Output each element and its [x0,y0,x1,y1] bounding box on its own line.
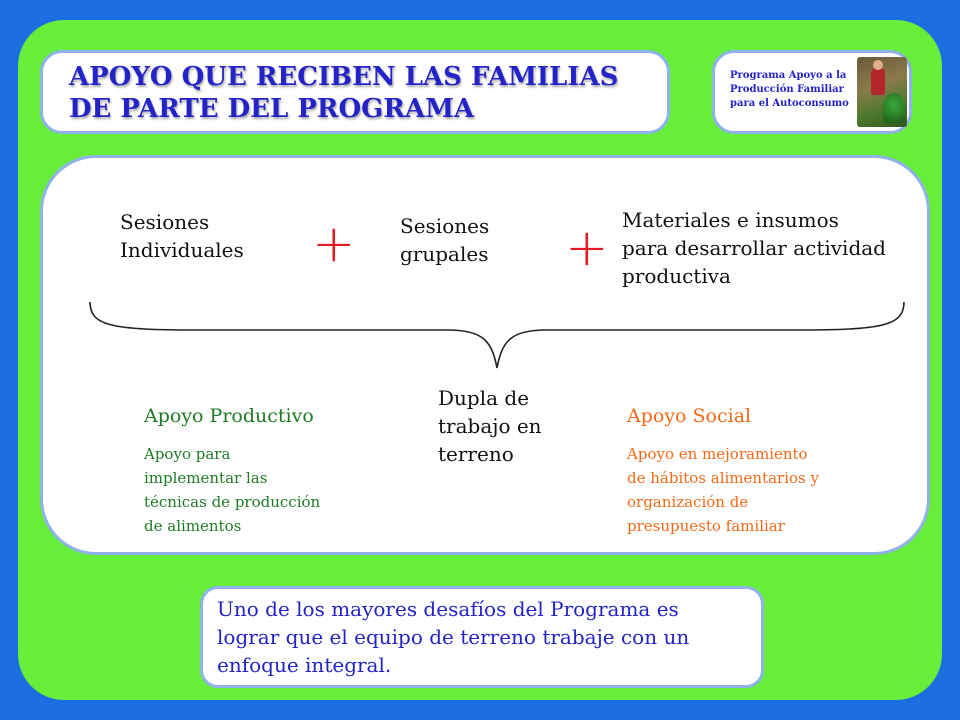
challenge-line-1: Uno de los mayores desafíos del Programa es [217,597,679,621]
plus-icon-1: + [312,214,356,274]
farmer-head [873,60,883,70]
plant-shape [883,93,905,123]
productive-line-3: técnicas de producción [144,493,321,511]
social-line-1: Apoyo en mejoramiento [627,445,808,463]
individual-sessions-label [120,208,244,264]
work-pair-line-3: terreno [438,442,514,466]
program-name-line-2: Producción Familiar [730,84,844,95]
challenge-line-3: enfoque integral. [217,653,392,677]
challenge-line-2: lograr que el equipo de terreno trabaje con un [217,625,690,649]
farmer-photo-icon [857,57,907,127]
productive-support-heading: Apoyo Productivo [144,405,314,427]
program-name [730,69,860,111]
individual-sessions-line-1: Sesiones [120,210,210,234]
brace-path [90,302,904,368]
work-pair-line-2: trabajo en [438,414,542,438]
farmer-figure [871,67,885,95]
group-sessions-label [400,212,489,268]
productive-support-description [144,442,320,538]
program-logo-box [712,50,912,134]
social-support-description [627,442,819,538]
social-line-3: organización de [627,493,749,511]
social-line-4: presupuesto familiar [627,517,785,535]
productive-line-2: implementar las [144,469,268,487]
work-pair-label [438,384,542,468]
challenge-note-box [200,586,764,688]
title-line-1: APOYO QUE RECIBEN LAS FAMILIAS [69,62,619,92]
program-name-line-1: Programa Apoyo a la [730,70,847,81]
group-sessions-line-2: grupales [400,242,489,266]
grouping-brace-icon [88,300,906,372]
challenge-note-text [217,595,751,679]
materials-line-2: para desarrollar actividad [622,236,886,260]
social-support-heading: Apoyo Social [627,405,752,427]
materials-line-1: Materiales e insumos [622,208,839,232]
individual-sessions-line-2: Individuales [120,238,244,262]
social-line-2: de hábitos alimentarios y [627,469,819,487]
page-title [69,61,667,125]
materials-line-3: productiva [622,264,731,288]
productive-line-4: de alimentos [144,517,242,535]
plus-icon-2: + [565,218,609,278]
title-line-2: DE PARTE DEL PROGRAMA [69,94,475,124]
productive-line-1: Apoyo para [144,445,231,463]
materials-label [622,206,886,290]
group-sessions-line-1: Sesiones [400,214,490,238]
work-pair-line-1: Dupla de [438,386,530,410]
program-name-line-3: para el Autoconsumo [730,98,849,109]
title-box [40,50,670,134]
